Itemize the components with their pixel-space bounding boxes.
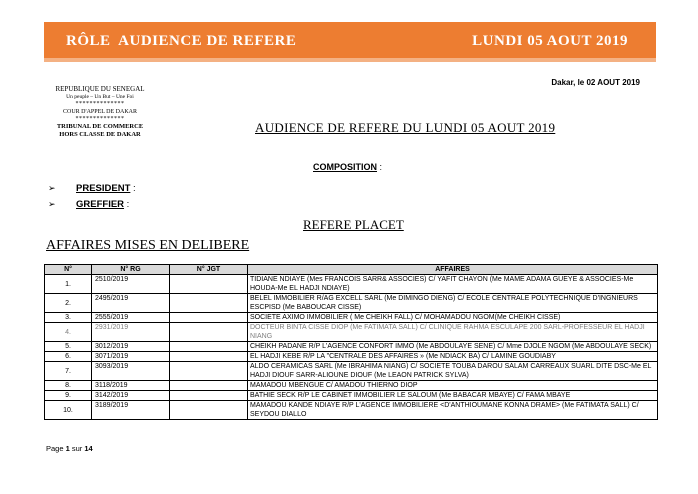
stars-separator: ************** [75, 116, 125, 122]
role-president [48, 183, 136, 194]
table-row [45, 313, 658, 323]
banner-title: RÔLE AUDIENCE DE REFERE [66, 33, 297, 49]
banner-date: LUNDI 05 AOUT 2019 [472, 33, 628, 49]
republic-block [44, 85, 156, 139]
case-number: 10. [45, 401, 92, 420]
case-number: 4. [45, 323, 92, 342]
role-suffix: : [124, 199, 130, 210]
republic-motto: Un peuple – Un But – Une Foi [66, 94, 134, 100]
page-footer [46, 444, 93, 453]
case-parties: SOCIETE AXIMO IMMOBILIER ( Me CHEIKH FALL) C/ MOHAMADOU NGOM(Me CHEIKH CISSE) [248, 313, 658, 323]
jgt-number [170, 275, 248, 294]
rg-number: 3071/2019 [92, 352, 170, 362]
page-middle: sur [69, 444, 85, 453]
republic-name: REPUBLIQUE DU SENEGAL [55, 85, 145, 93]
table-header-row [45, 265, 658, 275]
table-row [45, 401, 658, 420]
table-row [45, 352, 658, 362]
role-greffier [48, 199, 129, 210]
case-parties: MAMADOU KANDE NDIAYE R/P L'AGENCE IMMOBILIERE <D'ANTHIOUMANE KONNA DRAME> (Me FATIMATA SALL) C/ SEYDOU DIALLO [248, 401, 658, 420]
jgt-number [170, 342, 248, 352]
arrow-bullet-icon: ➢ [48, 199, 56, 209]
column-header-num: N° [45, 265, 92, 275]
case-parties: ALDO CERAMICAS SARL (Me IBRAHIMA NIANG) C/ SOCIETE TOUBA DAROU SALAM CARREAUX SUARL DITE DSC-Me EL HADJI DIOUF SARR-ALIOUNE DIOUF (Me LEAON PATRICK SYLVA) [248, 362, 658, 381]
table-row [45, 323, 658, 342]
tribunal-name: TRIBUNAL DE COMMERCE [56, 123, 144, 130]
composition-heading [313, 162, 382, 172]
table-row [45, 391, 658, 401]
rg-number: 2510/2019 [92, 275, 170, 294]
jgt-number [170, 323, 248, 342]
case-parties: BATHIE SECK R/P LE CABINET IMMOBILIER LE SALOUM (Me BABACAR MBAYE) C/ FAMA MBAYE [248, 391, 658, 401]
case-number: 9. [45, 391, 92, 401]
case-parties: DOCTEUR BINTA CISSE DIOP (Me FATIMATA SALL) C/ CLINIQUE RAHMA ESCULAPE 200 SARL-PROFESSEUR EL HADJI NIANG [248, 323, 658, 342]
case-number: 8. [45, 381, 92, 391]
section-affaires-delibere: AFFAIRES MISES EN DELIBERE [46, 238, 250, 253]
case-number: 6. [45, 352, 92, 362]
audience-title: AUDIENCE DE REFERE DU LUNDI 05 AOUT 2019 [255, 120, 556, 135]
jgt-number [170, 294, 248, 313]
rg-number: 3012/2019 [92, 342, 170, 352]
rg-number: 2555/2019 [92, 313, 170, 323]
case-parties: CHEIKH PADANE R/P L'AGENCE CONFORT IMMO (Me ABDOULAYE SENE) C/ Mme DJOLE NGOM (Me ABDOULAYE SECK) [248, 342, 658, 352]
jgt-number [170, 381, 248, 391]
case-parties: MAMADOU MBENGUE C/ AMADOU THIERNO DIOP [248, 381, 658, 391]
role-label: GREFFIER [76, 199, 125, 210]
jgt-number [170, 313, 248, 323]
role-label: PRESIDENT [76, 183, 131, 194]
dateline: Dakar, le 02 AOUT 2019 [551, 78, 640, 87]
composition-label: COMPOSITION [313, 162, 378, 172]
table-row [45, 342, 658, 352]
jgt-number [170, 391, 248, 401]
jgt-number [170, 401, 248, 420]
case-number: 2. [45, 294, 92, 313]
column-header-affaires: AFFAIRES [248, 265, 658, 275]
case-parties: TIDIANE NDIAYE (Mes FRANCOIS SARR& ASSOCIES) C/ YAFIT CHAYON (Me MAME ADAMA GUEYE & ASSOCIES-Me HOUDA-Me EL HADJI NDIAYE) [248, 275, 658, 294]
role-suffix: : [130, 183, 136, 194]
section-refere-placet: REFERE PLACET [303, 217, 404, 232]
case-number: 7. [45, 362, 92, 381]
case-number: 1. [45, 275, 92, 294]
composition-suffix: : [377, 162, 383, 172]
tribunal-class: HORS CLASSE DE DAKAR [59, 131, 141, 138]
rg-number: 3142/2019 [92, 391, 170, 401]
rg-number: 3118/2019 [92, 381, 170, 391]
column-header-rg: N° RG [92, 265, 170, 275]
page-prefix: Page [46, 444, 66, 453]
stars-separator: ************** [75, 101, 125, 107]
page-current: 1 [65, 444, 70, 453]
case-parties: EL HADJI KEBE R/P LA "CENTRALE DES AFFAIRES » (Me NDIACK BA) C/ LAMINE GOUDIABY [248, 352, 658, 362]
rg-number: 2495/2019 [92, 294, 170, 313]
cases-table [44, 264, 658, 420]
table-row [45, 275, 658, 294]
court-name: COUR D'APPEL DE DAKAR [62, 109, 138, 115]
jgt-number [170, 352, 248, 362]
rg-number: 3189/2019 [92, 401, 170, 420]
rg-number: 3093/2019 [92, 362, 170, 381]
case-number: 5. [45, 342, 92, 352]
rg-number: 2931/2019 [92, 323, 170, 342]
jgt-number [170, 362, 248, 381]
arrow-bullet-icon: ➢ [48, 183, 56, 193]
page-total: 14 [84, 444, 93, 453]
table-row [45, 294, 658, 313]
case-number: 3. [45, 313, 92, 323]
table-row [45, 362, 658, 381]
column-header-jgt: N° JGT [170, 265, 248, 275]
table-row [45, 381, 658, 391]
header-banner [44, 22, 656, 62]
case-parties: BELEL IMMOBILIER R/AG EXCELL SARL (Me DIMINGO DIENG) C/ ECOLE CENTRALE POLYTECHNIQUE D'INGNIEURS ESCPISD (Me BABOUCAR CISSE) [248, 294, 658, 313]
